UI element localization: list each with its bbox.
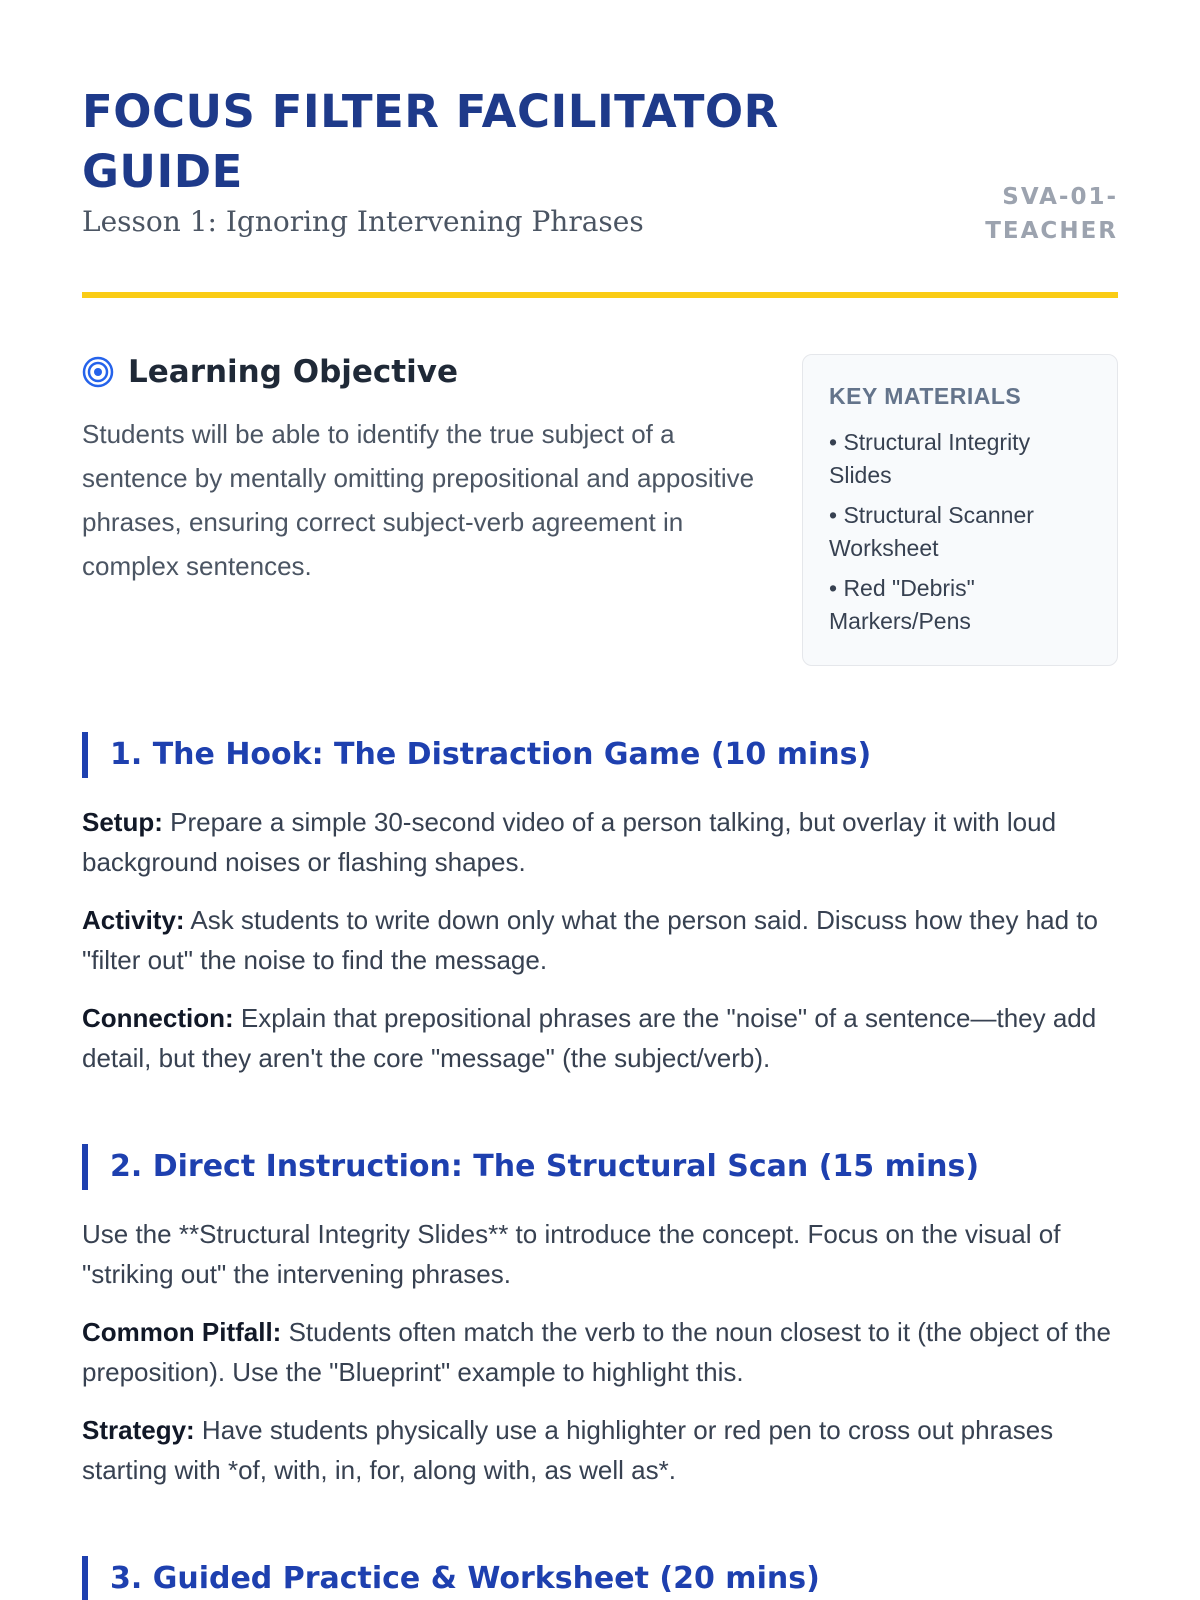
paragraph-label: Strategy: [82,1415,195,1445]
paragraph-label: Activity: [82,905,185,935]
objective-heading [82,354,762,390]
section-title: 3. Guided Practice & Worksheet (20 mins) [82,1556,1118,1600]
document-header [82,0,1118,298]
paragraph-text: Have students physically use a highlighter or red pen to cross out phrases starting with *of, with, in, for, along with, as well as*. [82,1415,1054,1485]
paragraph-label: Common Pitfall: [82,1317,282,1347]
document-code: SVA-01-TEACHER [985,184,1118,244]
paragraph-label: Setup: [82,807,163,837]
section-title: 2. Direct Instruction: The Structural Scan (15 mins) [82,1144,1118,1190]
target-icon [82,356,114,388]
materials-title: KEY MATERIALS [829,383,1022,409]
materials-item: • Structural Integrity Slides [829,429,1031,488]
objective-text: Students will be able to identify the true subject of a sentence by mentally omitting prepositional and appositive phrases, ensuring correct subject-verb agreement in complex sentences. [82,419,755,581]
lesson-subtitle: Lesson 1: Ignoring Intervening Phrases [82,205,644,238]
key-materials-box [802,354,1118,666]
paragraph-text: Ask students to write down only what the person said. Discuss how they had to "filter out" the noise to find the message. [82,905,1098,975]
materials-item: • Structural Scanner Worksheet [829,502,1034,561]
section-paragraph [82,802,1118,882]
materials-list [829,426,1091,638]
section-paragraph [82,1214,1118,1294]
section-paragraph [82,1312,1118,1392]
learning-objective [82,354,762,588]
document-title: FOCUS FILTER FACILITATOR GUIDE [82,85,779,198]
section-title: 1. The Hook: The Distraction Game (10 mins) [82,732,1118,778]
paragraph-label: Connection: [82,1003,234,1033]
materials-item: • Red "Debris" Markers/Pens [829,575,975,634]
section-paragraph [82,998,1118,1078]
section-guided-practice [82,1556,1118,1600]
objective-row [82,354,1118,666]
section-paragraph [82,1410,1118,1490]
section-paragraph [82,900,1118,980]
section-direct-instruction [82,1144,1118,1490]
paragraph-text: Students often match the verb to the noun closest to it (the object of the preposition). Use the "Blueprint" example to highlight this. [82,1317,1111,1387]
objective-title: Learning Objective [128,354,458,390]
paragraph-text: Prepare a simple 30-second video of a person talking, but overlay it with loud background noises or flashing shapes. [82,807,1057,877]
section-hook [82,732,1118,1078]
paragraph-text: Explain that prepositional phrases are the "noise" of a sentence—they add detail, but they aren't the core "message" (the subject/verb). [82,1003,1097,1073]
paragraph-text: Use the **Structural Integrity Slides** to introduce the concept. Focus on the visual of "striking out" the intervening phrases. [82,1219,1061,1289]
